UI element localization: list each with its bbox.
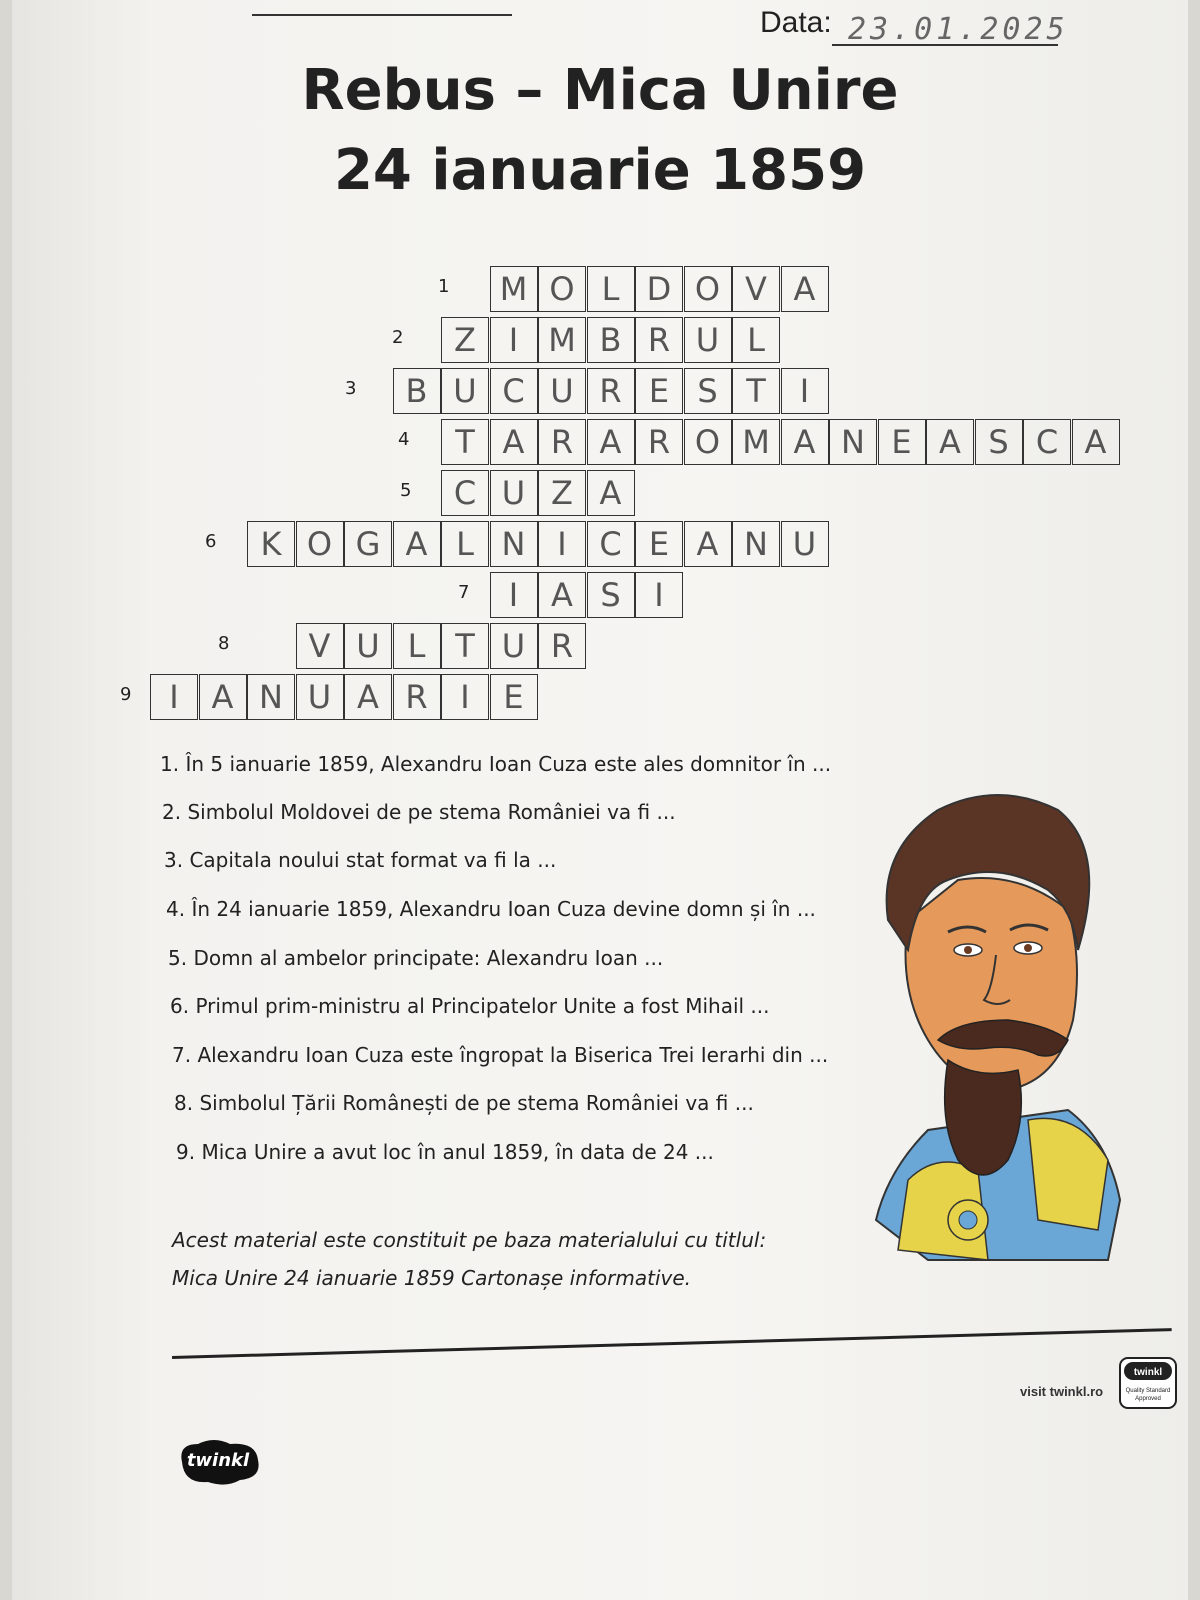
cuza-portrait-drawing — [868, 790, 1128, 1270]
crossword-cell[interactable]: V — [296, 623, 344, 669]
crossword-cell[interactable]: I — [635, 572, 683, 618]
crossword-cell[interactable]: B — [393, 368, 441, 414]
source-note-line2: Mica Unire 24 ianuarie 1859 Cartonașe informative. — [172, 1266, 692, 1290]
crossword-cell[interactable]: G — [344, 521, 392, 567]
row-number-3: 3 — [345, 378, 357, 399]
clue-3: 3. Capitala noului stat format va fi la ... — [164, 848, 557, 872]
crossword-cell[interactable]: I — [538, 521, 586, 567]
crossword-cell[interactable]: L — [732, 317, 780, 363]
crossword-cell[interactable]: K — [247, 521, 295, 567]
crossword-cell[interactable]: Z — [538, 470, 586, 516]
crossword-cell[interactable]: N — [490, 521, 538, 567]
crossword-cell[interactable]: M — [490, 266, 538, 312]
crossword-cell[interactable]: A — [587, 419, 635, 465]
clue-8: 8. Simbolul Țării Românești de pe stema României va fi ... — [174, 1091, 754, 1115]
crossword-cell[interactable]: U — [296, 674, 344, 720]
crossword-cell[interactable]: L — [587, 266, 635, 312]
page-title: Rebus – Mica Unire — [301, 58, 899, 123]
source-note-line1: Acest material este constituit pe baza materialului cu titlul: — [172, 1228, 767, 1252]
crossword-cell[interactable]: E — [635, 368, 683, 414]
crossword-cell[interactable]: I — [150, 674, 198, 720]
row-number-8: 8 — [218, 633, 230, 654]
clue-4: 4. În 24 ianuarie 1859, Alexandru Ioan Cuza devine domn și în ... — [166, 897, 816, 921]
visit-link-text: visit twinkl.ro — [1020, 1384, 1104, 1399]
crossword-cell[interactable]: U — [441, 368, 489, 414]
clue-5: 5. Domn al ambelor principate: Alexandru Ioan ... — [168, 946, 664, 970]
crossword-cell[interactable]: I — [490, 317, 538, 363]
name-underline — [252, 14, 512, 16]
crossword-cell[interactable]: T — [441, 419, 489, 465]
crossword-cell[interactable]: T — [441, 623, 489, 669]
crossword-cell[interactable]: D — [635, 266, 683, 312]
crossword-cell[interactable]: C — [490, 368, 538, 414]
crossword-cell[interactable]: R — [587, 368, 635, 414]
row-number-2: 2 — [392, 327, 404, 348]
crossword-cell[interactable]: Z — [441, 317, 489, 363]
crossword-cell[interactable]: E — [635, 521, 683, 567]
crossword-cell[interactable]: S — [587, 572, 635, 618]
crossword-cell[interactable]: M — [538, 317, 586, 363]
crossword-cell[interactable]: A — [1072, 419, 1120, 465]
crossword-cell[interactable]: A — [199, 674, 247, 720]
crossword-cell[interactable]: R — [635, 317, 683, 363]
crossword-cell[interactable]: L — [441, 521, 489, 567]
date-label: Data: — [760, 6, 832, 39]
crossword-cell[interactable]: U — [538, 368, 586, 414]
badge-brand: twinkl — [1133, 1367, 1163, 1378]
crossword-cell[interactable]: I — [781, 368, 829, 414]
crossword-cell[interactable]: O — [684, 419, 732, 465]
badge-line2: Approved — [1135, 1396, 1161, 1402]
crossword-cell[interactable]: L — [393, 623, 441, 669]
crossword-cell[interactable]: I — [441, 674, 489, 720]
crossword-cell[interactable]: B — [587, 317, 635, 363]
clue-6: 6. Primul prim-ministru al Principatelor Unite a fost Mihail ... — [170, 994, 770, 1018]
crossword-cell[interactable]: C — [1023, 419, 1071, 465]
crossword-cell[interactable]: S — [684, 368, 732, 414]
crossword-cell[interactable]: A — [684, 521, 732, 567]
row-number-1: 1 — [438, 276, 450, 297]
crossword-cell[interactable]: A — [926, 419, 974, 465]
crossword-cell[interactable]: O — [684, 266, 732, 312]
page-subtitle: 24 ianuarie 1859 — [333, 138, 867, 203]
crossword-cell[interactable]: A — [781, 419, 829, 465]
crossword-cell[interactable]: S — [975, 419, 1023, 465]
logo-text: twinkl — [186, 1450, 250, 1471]
crossword-cell[interactable]: R — [635, 419, 683, 465]
clue-9: 9. Mica Unire a avut loc în anul 1859, în data de 24 ... — [176, 1140, 714, 1164]
crossword-cell[interactable]: A — [587, 470, 635, 516]
row-number-5: 5 — [400, 480, 412, 501]
crossword-cell[interactable]: M — [732, 419, 780, 465]
crossword-cell[interactable]: U — [684, 317, 732, 363]
crossword-cell[interactable]: A — [490, 419, 538, 465]
date-underline — [832, 44, 1058, 46]
crossword-cell[interactable]: A — [344, 674, 392, 720]
crossword-cell[interactable]: U — [490, 623, 538, 669]
row-number-6: 6 — [205, 531, 217, 552]
crossword-cell[interactable]: A — [781, 266, 829, 312]
crossword-cell[interactable]: U — [490, 470, 538, 516]
crossword-cell[interactable]: N — [829, 419, 877, 465]
crossword-cell[interactable]: R — [538, 623, 586, 669]
crossword-cell[interactable]: C — [587, 521, 635, 567]
crossword-cell[interactable]: A — [393, 521, 441, 567]
crossword-cell[interactable]: O — [296, 521, 344, 567]
crossword-cell[interactable]: E — [490, 674, 538, 720]
crossword-cell[interactable]: I — [490, 572, 538, 618]
clue-7: 7. Alexandru Ioan Cuza este îngropat la Biserica Trei Ierarhi din ... — [172, 1043, 829, 1067]
badge-line1: Quality Standard — [1125, 1388, 1171, 1394]
crossword-cell[interactable]: E — [878, 419, 926, 465]
crossword-cell[interactable]: C — [441, 470, 489, 516]
clue-2: 2. Simbolul Moldovei de pe stema României va fi ... — [162, 800, 676, 824]
crossword-cell[interactable]: T — [732, 368, 780, 414]
crossword-cell[interactable]: A — [538, 572, 586, 618]
twinkl-logo — [174, 1434, 264, 1490]
quality-badge-icon — [1118, 1352, 1178, 1412]
date-handwritten: 23.01.2025 — [848, 12, 1069, 47]
row-number-4: 4 — [398, 429, 410, 450]
clue-1: 1. În 5 ianuarie 1859, Alexandru Ioan Cuza este ales domnitor în ... — [160, 752, 832, 776]
crossword-cell[interactable]: O — [538, 266, 586, 312]
row-number-9: 9 — [120, 684, 132, 705]
row-number-7: 7 — [458, 582, 470, 603]
crossword-cell[interactable]: N — [732, 521, 780, 567]
crossword-cell[interactable]: V — [732, 266, 780, 312]
crossword-cell[interactable]: N — [247, 674, 295, 720]
crossword-cell[interactable]: R — [538, 419, 586, 465]
crossword-cell[interactable]: R — [393, 674, 441, 720]
crossword-cell[interactable]: U — [781, 521, 829, 567]
crossword-cell[interactable]: U — [344, 623, 392, 669]
